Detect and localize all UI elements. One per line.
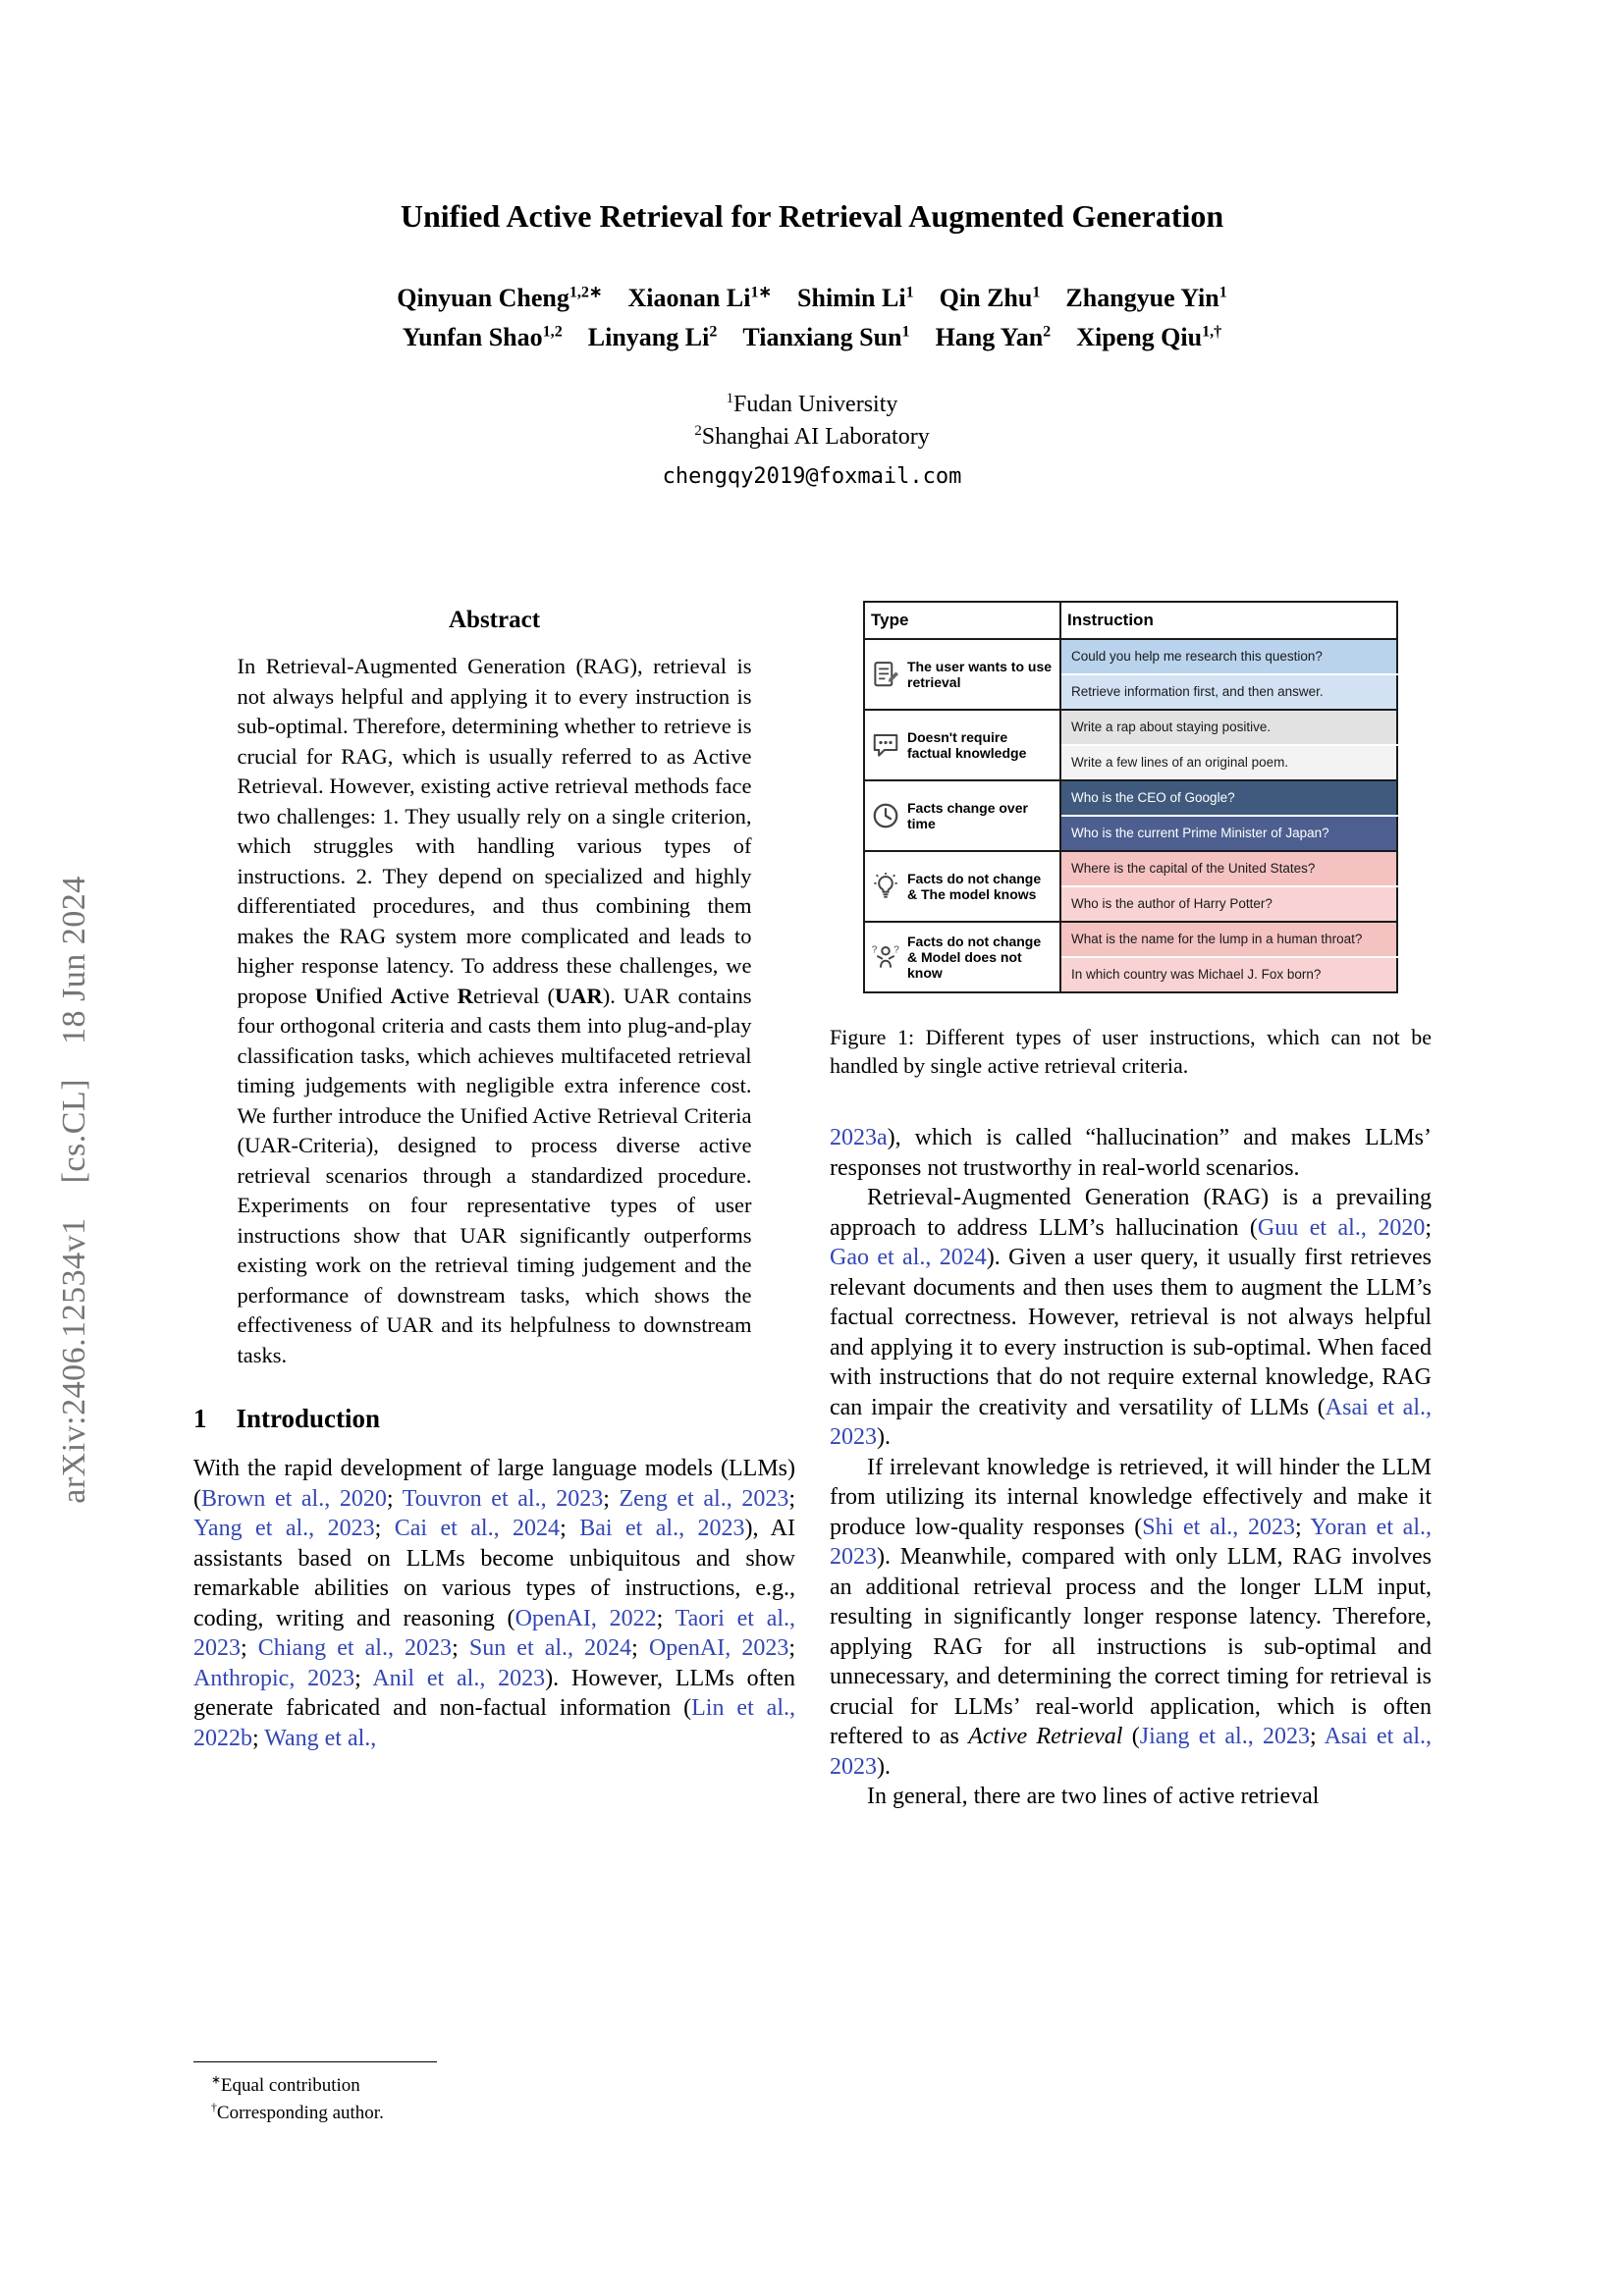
clock-icon <box>870 801 901 830</box>
figure1-instruction-cell: Could you help me research this question? <box>1060 639 1397 674</box>
svg-text:?: ? <box>893 944 899 956</box>
figure1-header-row <box>864 602 1397 639</box>
lightbulb-icon <box>870 872 901 901</box>
figure1-instruction-cell: Who is the author of Harry Potter? <box>1060 886 1397 922</box>
figure1-type-label: The user wants to use retrieval <box>907 659 1053 690</box>
abstract-text: In Retrieval-Augmented Generation (RAG), retrieval is not always helpful and applying it to every instruction is sub-optimal. Therefore, determining whether to retrieve is crucial for RAG, which is usually referred to as Active Retrieval. However, existing active retrieval methods face two challenges: 1. They usually rely on a single criterion, which struggles with handling various types of instructions. 2. They depend on specialized and highly differentiated procedures, and thus combining them makes the RAG system more complicated and leads to higher response latency. To address these challenges, we propose Unified Active Retrieval (UAR). UAR contains four orthogonal criteria and casts them into plug-and-play classification tasks, which achieves multifaceted retrieval timing judgements with negligible extra inference cost. We further introduce the Unified Active Retrieval Criteria (UAR-Criteria), designed to process diverse active retrieval scenarios through a standardized procedure. Experiments on four representative types of user instructions show that UAR significantly outperforms existing work on the retrieval timing judgement and the performance of downstream tasks, which shows the effectiveness of UAR and its helpfulness to downstream tasks. <box>237 654 752 1367</box>
left-column <box>193 607 795 1753</box>
citation-link[interactable]: Asai et al., 2023 <box>830 1724 1432 1780</box>
abstract-heading: Abstract <box>448 607 541 633</box>
paper-header <box>0 198 1624 489</box>
document-icon <box>870 660 901 689</box>
citation-link[interactable]: OpenAI, 2023 <box>648 1635 789 1661</box>
figure1-row <box>864 780 1397 816</box>
affiliation-shanghai: $^2$Shanghai AI Laboratory <box>694 423 930 450</box>
citation-link[interactable]: Chiang et al., 2023 <box>257 1635 453 1661</box>
right-column <box>830 601 1432 1812</box>
figure1-type-cell <box>864 922 1060 992</box>
figure1-header-type: Type <box>864 602 1060 639</box>
citation-link[interactable]: Shi et al., 2023 <box>1142 1514 1295 1540</box>
citation-link[interactable]: Zeng et al., 2023 <box>619 1485 789 1512</box>
citation-link[interactable]: Yoran et al., 2023 <box>830 1514 1432 1570</box>
citation-link[interactable]: Yang et al., 2023 <box>193 1516 375 1541</box>
figure1-instruction-cell: Retrieve information first, and then answer. <box>1060 674 1397 710</box>
shrug-icon <box>870 942 901 972</box>
citation-link[interactable]: Sun et al., 2024 <box>468 1635 632 1661</box>
citation-link[interactable]: Jiang et al., 2023 <box>1139 1724 1311 1749</box>
contact-email: chengqy2019@foxmail.com <box>662 464 962 489</box>
footnote-equal-contribution: ∗Equal contribution <box>211 2073 360 2096</box>
figure1-type-label: Doesn't require factual knowledge <box>907 729 1027 761</box>
figure1-row <box>864 922 1397 957</box>
figure1-table <box>863 601 1398 993</box>
figure1-table-body <box>864 639 1397 992</box>
figure1-type-cell <box>864 710 1060 780</box>
footnote-rule <box>193 2061 437 2062</box>
citation-link[interactable]: Gao et al., 2024 <box>830 1245 987 1270</box>
citation-link[interactable]: 2023a <box>830 1125 888 1150</box>
figure1-instruction-cell: Write a rap about staying positive. <box>1060 710 1397 745</box>
citation-link[interactable]: Guu et al., 2020 <box>1257 1214 1426 1241</box>
citation-link[interactable]: OpenAI, 2022 <box>514 1605 657 1631</box>
arxiv-watermark: arXiv:2406.12534v1 [cs.CL] 18 Jun 2024 <box>56 876 92 1504</box>
citation-link[interactable]: Anthropic, 2023 <box>193 1665 355 1691</box>
figure1-type-label: Facts do not change & Model does not know <box>907 934 1042 981</box>
citation-link[interactable]: Brown et al., 2020 <box>201 1485 387 1512</box>
figure1-instruction-cell: In which country was Michael J. Fox born? <box>1060 957 1397 992</box>
body-paragraph-3: If irrelevant knowledge is retrieved, it will hinder the LLM from utilizing its internal knowledge effectively and make it produce low-quality responses (Shi et al., 2023; Yoran et al., 2023). Meanwhile, compared with only LLM, RAG involves an additional retrieval process and the longer LLM input, resulting in significantly longer response latency. Therefore, applying RAG for all instructions is sub-optimal and unnecessary, and determining the correct timing for retrieval is crucial for LLMs’ real-world application, which is often reftered to as Active Retrieval (Jiang et al., 2023; Asai et al., 2023). <box>830 1454 1432 1780</box>
svg-text:?: ? <box>871 944 878 956</box>
citation-link[interactable]: Wang et al., <box>264 1725 377 1751</box>
figure1-type-label: Facts do not change & The model knows <box>907 871 1042 902</box>
figure1-instruction-cell: Who is the CEO of Google? <box>1060 780 1397 816</box>
figure1-instruction-cell: What is the name for the lump in a human throat? <box>1060 922 1397 957</box>
body-paragraph-2: Retrieval-Augmented Generation (RAG) is a prevailing approach to address LLM’s hallucination (Guu et al., 2020; Gao et al., 2024). Given a user query, it usually first retrieves relevant documents and then uses them to augment the LLM’s factual correctness. However, retrieval is not always helpful and applying it to every instruction is sub-optimal. When faced with instructions that do not require external knowledge, RAG can impair the creativity and versatility of LLMs (Asai et al., 2023). <box>830 1185 1432 1450</box>
figure1-type-cell <box>864 639 1060 710</box>
figure1-instruction-cell: Write a few lines of an original poem. <box>1060 745 1397 780</box>
section-title: Introduction <box>236 1404 381 1433</box>
author-line-2: Yunfan Shao$^{1,2}$ Linyang Li$^2$ Tianxiang Sun$^1$ Hang Yan$^2$ Xipeng Qiu$^{1,\dagger}$ <box>402 323 1222 351</box>
figure1-type-cell <box>864 851 1060 922</box>
figure1-instruction-cell: Who is the current Prime Minister of Japan? <box>1060 816 1397 851</box>
section-number: 1 <box>193 1404 207 1433</box>
body-paragraph-1: 2023a), which is called “hallucination” and makes LLMs’ responses not trustworthy in real-world scenarios. <box>830 1125 1432 1181</box>
citation-link[interactable]: Taori et al., 2023 <box>193 1605 796 1661</box>
figure1-row <box>864 851 1397 886</box>
citation-link[interactable]: Lin et al., 2022b <box>193 1695 795 1751</box>
speech-bubble-icon <box>870 730 901 760</box>
figure1-header-instruction: Instruction <box>1060 602 1397 639</box>
figure1 <box>830 601 1432 1080</box>
figure1-type-label: Facts change over time <box>907 800 1028 831</box>
paper-title: Unified Active Retrieval for Retrieval Augmented Generation <box>400 198 1224 234</box>
citation-link[interactable]: Cai et al., 2024 <box>394 1516 561 1541</box>
figure1-type-cell <box>864 780 1060 851</box>
figure1-instruction-cell: Where is the capital of the United States? <box>1060 851 1397 886</box>
footnotes <box>193 2061 795 2127</box>
footnote-corresponding-author: †Corresponding author. <box>211 2101 384 2123</box>
figure1-caption: Figure 1: Different types of user instructions, which can not be handled by single active retrieval criteria. <box>830 1025 1432 1078</box>
author-line-1: Qinyuan Cheng$^{1,2∗}$ Xiaonan $Li^{1∗}$ Shimin Li$^1$ Qin Zhu$^1$ Zhangyue Yin$^1$ <box>397 284 1227 312</box>
citation-link[interactable]: Anil et al., 2023 <box>372 1665 546 1691</box>
section-heading-introduction <box>193 1404 795 1434</box>
body-paragraph-4: In general, there are two lines of active retrieval <box>867 1784 1320 1809</box>
citation-link[interactable]: Asai et al., 2023 <box>830 1394 1432 1450</box>
citation-link[interactable]: Touvron et al., 2023 <box>402 1485 604 1512</box>
figure1-row <box>864 710 1397 745</box>
affiliation-fudan: $^1$Fudan University <box>726 391 898 417</box>
intro-paragraph: With the rapid development of large language models (LLMs) (Brown et al., 2020; Touvron et al., 2023; Zeng et al., 2023; Yang et al., 2023; Cai et al., 2024; Bai et al., 2023), AI assistants based on LLMs become unbiquitous and show remarkable abilities on various types of instructions, e.g., coding, writing and reasoning (OpenAI, 2022; Taori et al., 2023; Chiang et al., 2023; Sun et al., 2024; OpenAI, 2023; Anthropic, 2023; Anil et al., 2023). However, LLMs often generate fabricated and non-factual information (Lin et al., 2022b; Wang et al., <box>193 1456 796 1751</box>
right-column-text <box>830 1123 1432 1812</box>
citation-link[interactable]: Bai et al., 2023 <box>579 1516 745 1541</box>
figure1-row <box>864 639 1397 674</box>
